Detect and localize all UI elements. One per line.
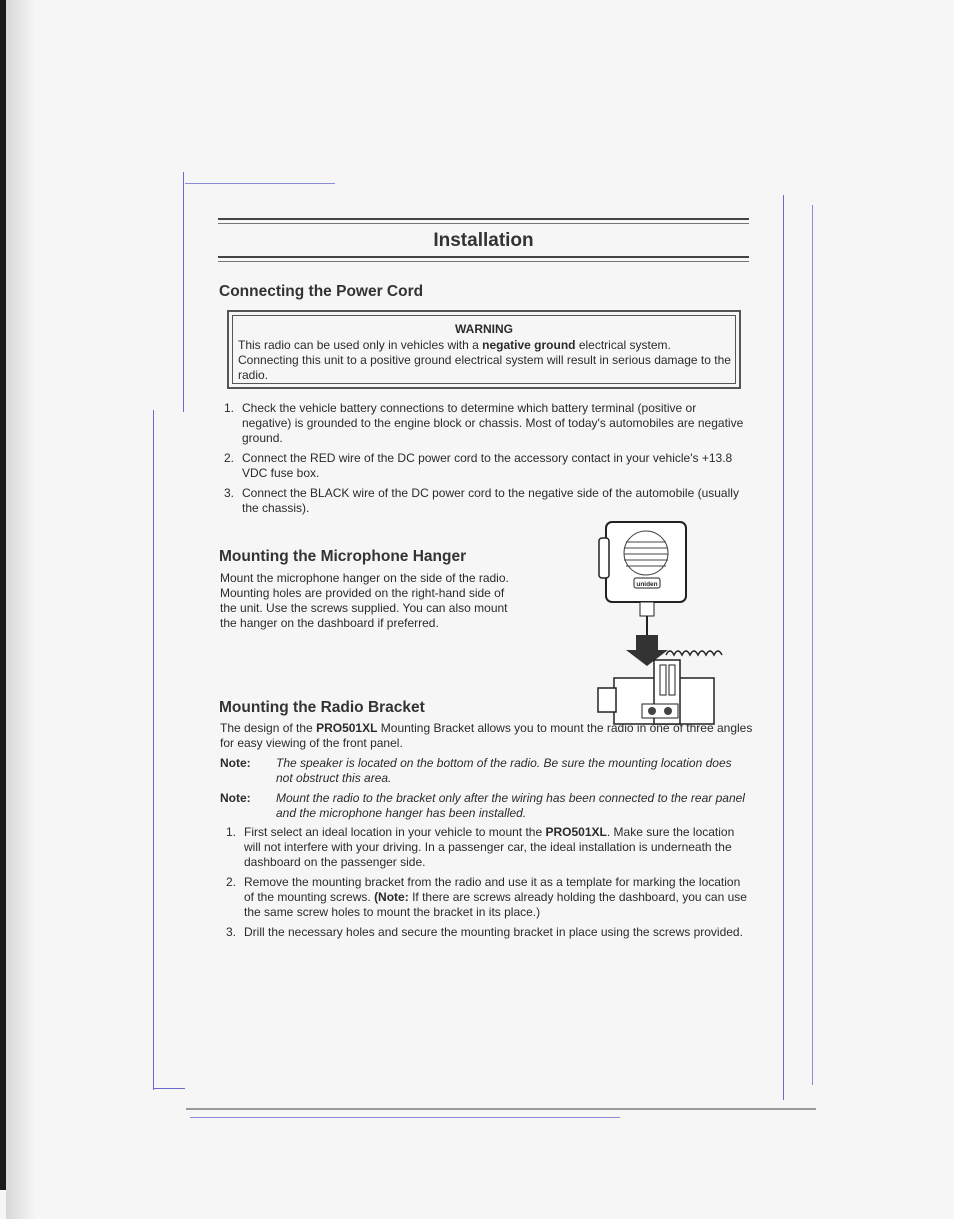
list-item: 1. First select an ideal location in your vehicle to mount the PRO501XL. Make sure the location will not interfere with your driving. In a passenger car, the ideal installation is underneath the dashboard on the passenger side. xyxy=(226,825,735,869)
list-item: 3. Connect the BLACK wire of the DC power cord to the negative side of the automobile (usually the chassis). xyxy=(224,486,739,515)
microphone-illustration xyxy=(596,520,736,735)
title-rule-bottom xyxy=(218,256,749,265)
mic-hanger-text: Mount the microphone hanger on the side of the radio. Mounting holes are provided on the right-hand side of the unit. Use the screws supplied. You can also mount the hanger on the dashboard if preferred. xyxy=(220,571,509,630)
sheet-edge-top xyxy=(185,183,335,184)
note-speaker: Note: The speaker is located on the bottom of the radio. Be sure the mounting location does not obstruct this area. xyxy=(220,756,732,785)
list-item: 3. Drill the necessary holes and secure the mounting bracket in place using the screws provided. xyxy=(226,925,743,939)
sheet-edge-right xyxy=(783,195,784,1100)
sheet-bottom-left xyxy=(153,1088,185,1089)
scan-shadow xyxy=(6,0,36,1219)
power-steps xyxy=(218,401,748,521)
sheet-edge-left-lower xyxy=(153,410,154,1090)
warning-box xyxy=(227,310,741,389)
page-title: Installation xyxy=(433,230,534,251)
heading-mic-hanger: Mounting the Microphone Hanger xyxy=(219,548,467,565)
sheet-edge-left xyxy=(183,172,184,412)
list-item: 1. Check the vehicle battery connections to determine which battery terminal (positive or negative) is grounded to the engine block or chassis. Most of today's automobiles are negative ground. xyxy=(224,401,744,445)
warning-title: WARNING xyxy=(455,322,513,336)
list-item: 2. Remove the mounting bracket from the radio and use it as a template for marking the location of the mounting screws. (Note: If there are screws already holding the dashboard, you can use the same screw holes to mount the bracket in its place.) xyxy=(226,875,747,919)
note-wiring: Note: Mount the radio to the bracket only after the wiring has been connected to the rear panel and the microphone hanger has been installed. xyxy=(220,791,745,820)
warning-text: This radio can be used only in vehicles with a negative ground electrical system. Connecting this unit to a positive ground electrical system will result in serious damage to the radio. xyxy=(238,338,731,382)
heading-radio-bracket: Mounting the Radio Bracket xyxy=(219,699,425,716)
bracket-steps xyxy=(220,825,748,945)
bracket-intro: The design of the PRO501XL Mounting Bracket allows you to mount the radio in one of three angles for easy viewing of the front panel. xyxy=(220,721,753,750)
list-item: 2. Connect the RED wire of the DC power cord to the accessory contact in your vehicle's +13.8 VDC fuse box. xyxy=(224,451,733,480)
title-rule-top xyxy=(218,218,749,227)
mic-brand-label: uniden xyxy=(636,581,658,588)
sheet-edge-right2 xyxy=(812,205,813,1085)
sheet-bottom-edge xyxy=(186,1108,816,1110)
heading-power-cord: Connecting the Power Cord xyxy=(219,283,424,300)
sheet-bottom-blue xyxy=(190,1117,620,1118)
